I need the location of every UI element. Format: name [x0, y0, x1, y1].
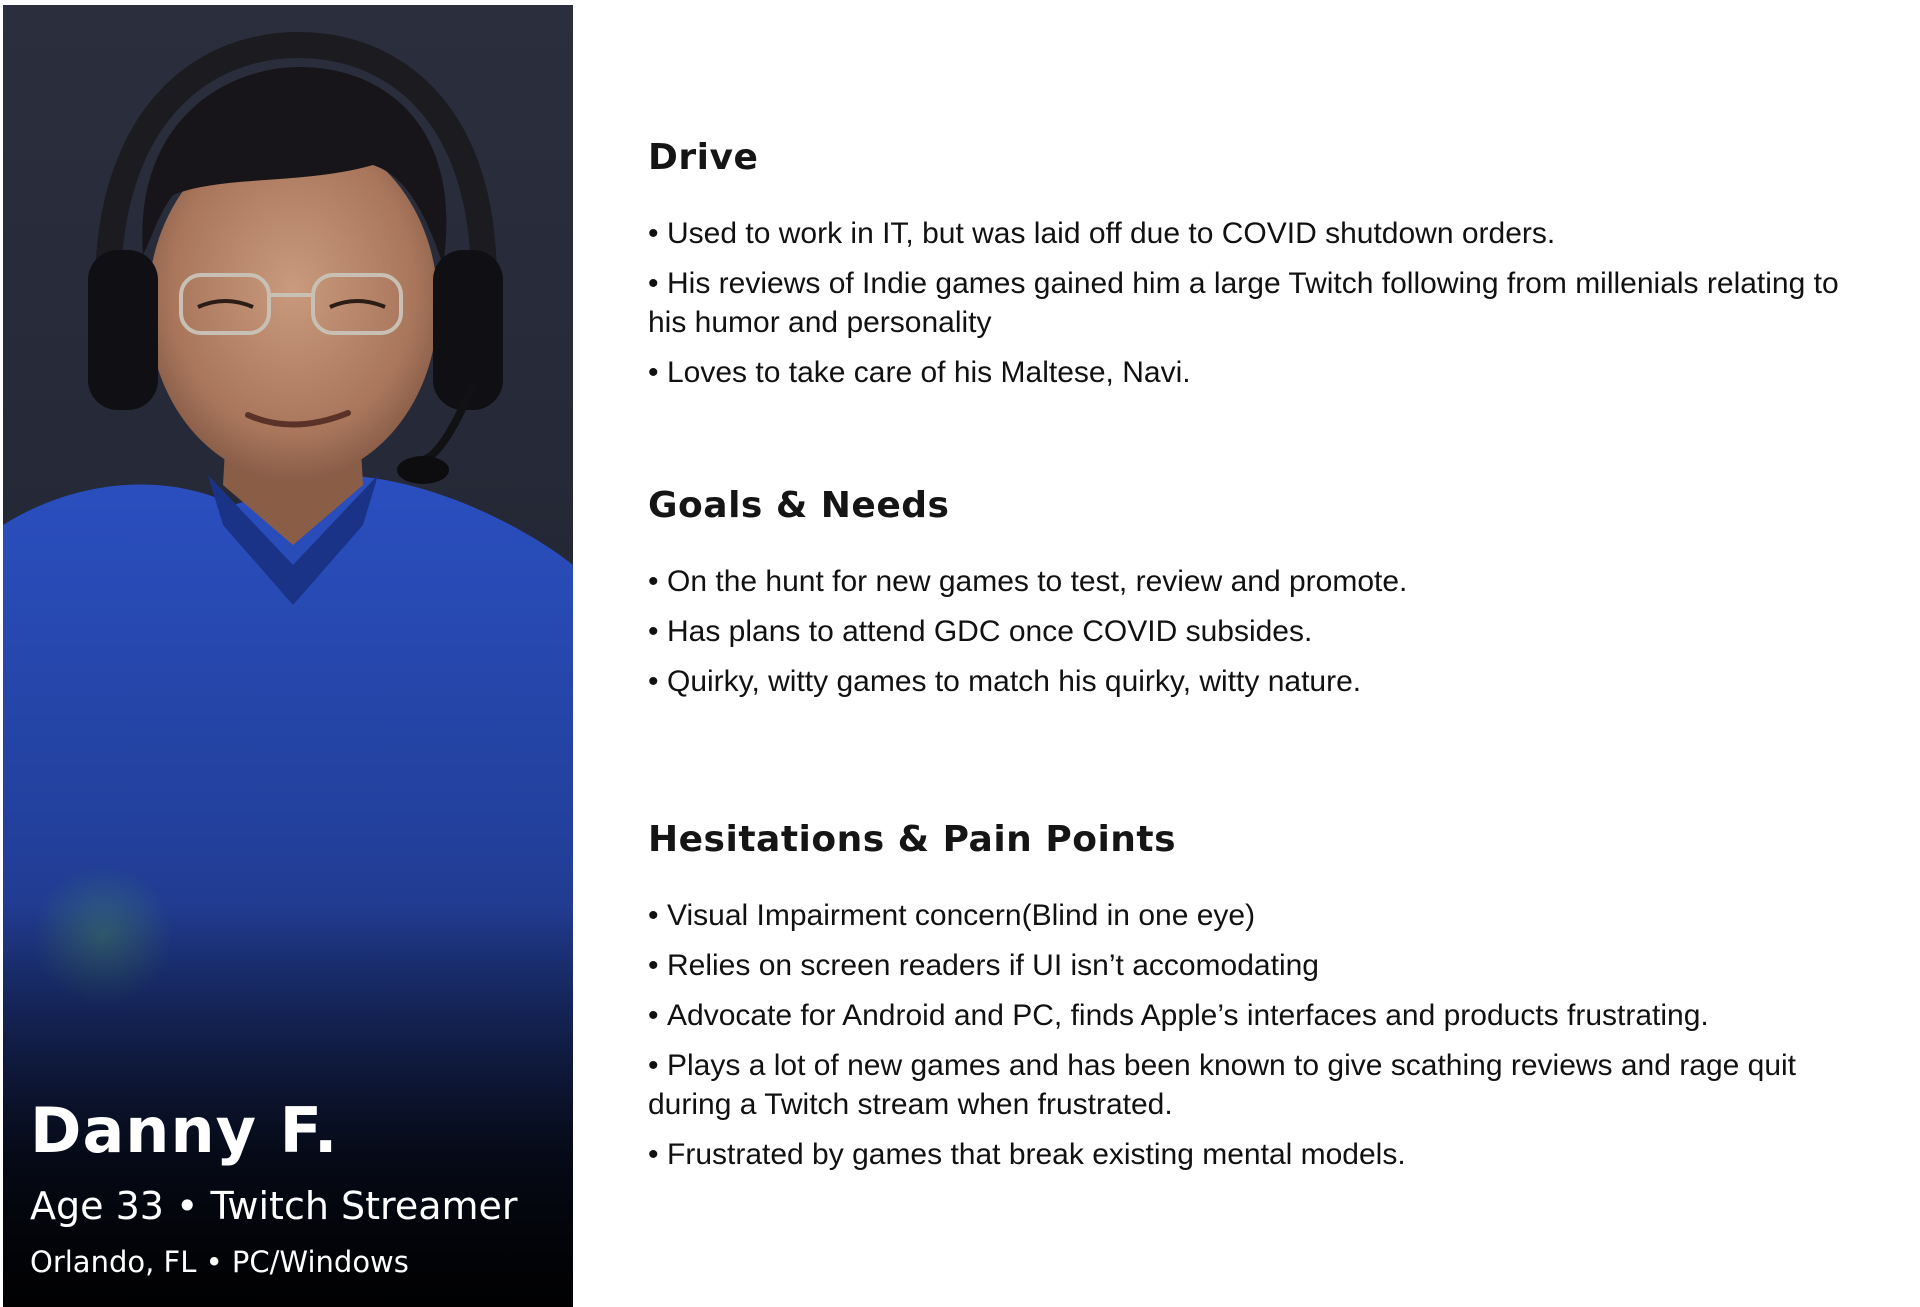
- list-item-text: Frustrated by games that break existing mental models.: [667, 1138, 1406, 1171]
- bullet-icon: •: [648, 1049, 659, 1082]
- list-item: [648, 896, 1858, 935]
- goals-list: [648, 562, 1858, 701]
- list-item: [648, 562, 1858, 601]
- list-item-text: Quirky, witty games to match his quirky, witty nature.: [667, 665, 1362, 698]
- persona-subtitle: Age 33 • Twitch Streamer: [30, 1184, 518, 1228]
- bullet-icon: •: [648, 665, 659, 698]
- list-item: [648, 1046, 1858, 1124]
- section-drive: [648, 137, 1858, 403]
- bullet-icon: •: [648, 217, 659, 250]
- list-item: [648, 1135, 1858, 1174]
- bullet-icon: •: [648, 1138, 659, 1171]
- hesitations-list: [648, 896, 1858, 1174]
- section-goals-needs: [648, 485, 1858, 712]
- list-item: [648, 996, 1858, 1035]
- bullet-icon: •: [648, 356, 659, 389]
- list-item: [648, 662, 1858, 701]
- bullet-icon: •: [648, 615, 659, 648]
- list-item-text: Used to work in IT, but was laid off due to COVID shutdown orders.: [667, 217, 1556, 250]
- section-hesitations: [648, 819, 1858, 1185]
- list-item-text: Advocate for Android and PC, finds Apple’s interfaces and products frustrating.: [667, 999, 1709, 1032]
- bullet-icon: •: [648, 899, 659, 932]
- persona-name: Danny F.: [30, 1094, 339, 1167]
- bullet-icon: •: [648, 999, 659, 1032]
- list-item: [648, 214, 1858, 253]
- list-item-text: On the hunt for new games to test, review and promote.: [667, 565, 1408, 598]
- bullet-icon: •: [648, 565, 659, 598]
- list-item-text: Plays a lot of new games and has been known to give scathing reviews and rage quit during a Twitch stream when frustrated.: [648, 1049, 1797, 1121]
- persona-location: Orlando, FL • PC/Windows: [30, 1245, 409, 1279]
- section-title-drive: Drive: [648, 137, 759, 178]
- section-title-goals: Goals & Needs: [648, 485, 950, 526]
- list-item-text: Has plans to attend GDC once COVID subsides.: [667, 615, 1313, 648]
- list-item-text: Loves to take care of his Maltese, Navi.: [667, 356, 1191, 389]
- list-item-text: Relies on screen readers if UI isn’t accomodating: [667, 949, 1319, 982]
- section-title-hesitations: Hesitations & Pain Points: [648, 819, 1177, 860]
- list-item-text: His reviews of Indie games gained him a large Twitch following from millenials relating to his humor and personality: [648, 267, 1839, 339]
- list-item-text: Visual Impairment concern(Blind in one eye): [667, 899, 1256, 932]
- bullet-icon: •: [648, 949, 659, 982]
- drive-list: [648, 214, 1858, 392]
- list-item: [648, 612, 1858, 651]
- persona-card: [0, 0, 582, 1307]
- list-item: [648, 353, 1858, 392]
- list-item: [648, 264, 1858, 342]
- list-item: [648, 946, 1858, 985]
- bullet-icon: •: [648, 267, 659, 300]
